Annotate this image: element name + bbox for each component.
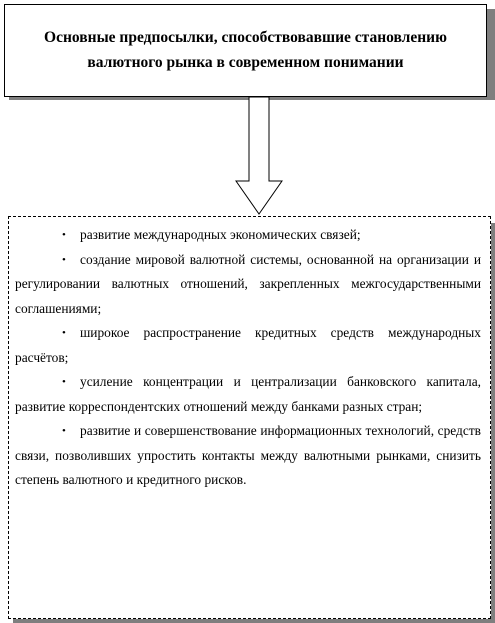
down-arrow-icon <box>235 97 285 217</box>
list-item-text: развитие и совершенствование информационных технологий, средств связи, позволивших упростить контакты между валютными рынками, снизить степень валютного и кредитного рисков. <box>15 423 481 487</box>
list-item-text: создание мировой валютной системы, основанной на организации и регулировании валютных отношений, закрепленных межгосударственными соглашениями; <box>15 251 481 316</box>
prerequisites-list <box>15 223 481 493</box>
bullet-icon: • <box>62 376 66 388</box>
bullet-icon: • <box>62 253 66 266</box>
list-item-text: развитие международных экономических связей; <box>80 227 361 242</box>
bullet-icon: • <box>62 229 66 241</box>
prerequisites-box <box>8 216 491 619</box>
diagram-title: Основные предпосылки, способствовавшие становлению валютного рынка в современном понимании <box>44 28 447 71</box>
bullet-icon: • <box>62 327 66 339</box>
list-item <box>15 248 481 322</box>
list-item-text: усиление концентрации и централизации банковского капитала, развитие корреспондентских отношений между банками разных стран; <box>15 374 481 414</box>
list-item <box>15 321 481 370</box>
list-item <box>15 370 481 419</box>
title-box <box>4 4 487 97</box>
list-item-text: широкое распространение кредитных средств международных расчётов; <box>15 325 481 365</box>
list-item <box>15 419 481 493</box>
bullet-icon: • <box>62 425 66 437</box>
list-item <box>15 223 481 248</box>
